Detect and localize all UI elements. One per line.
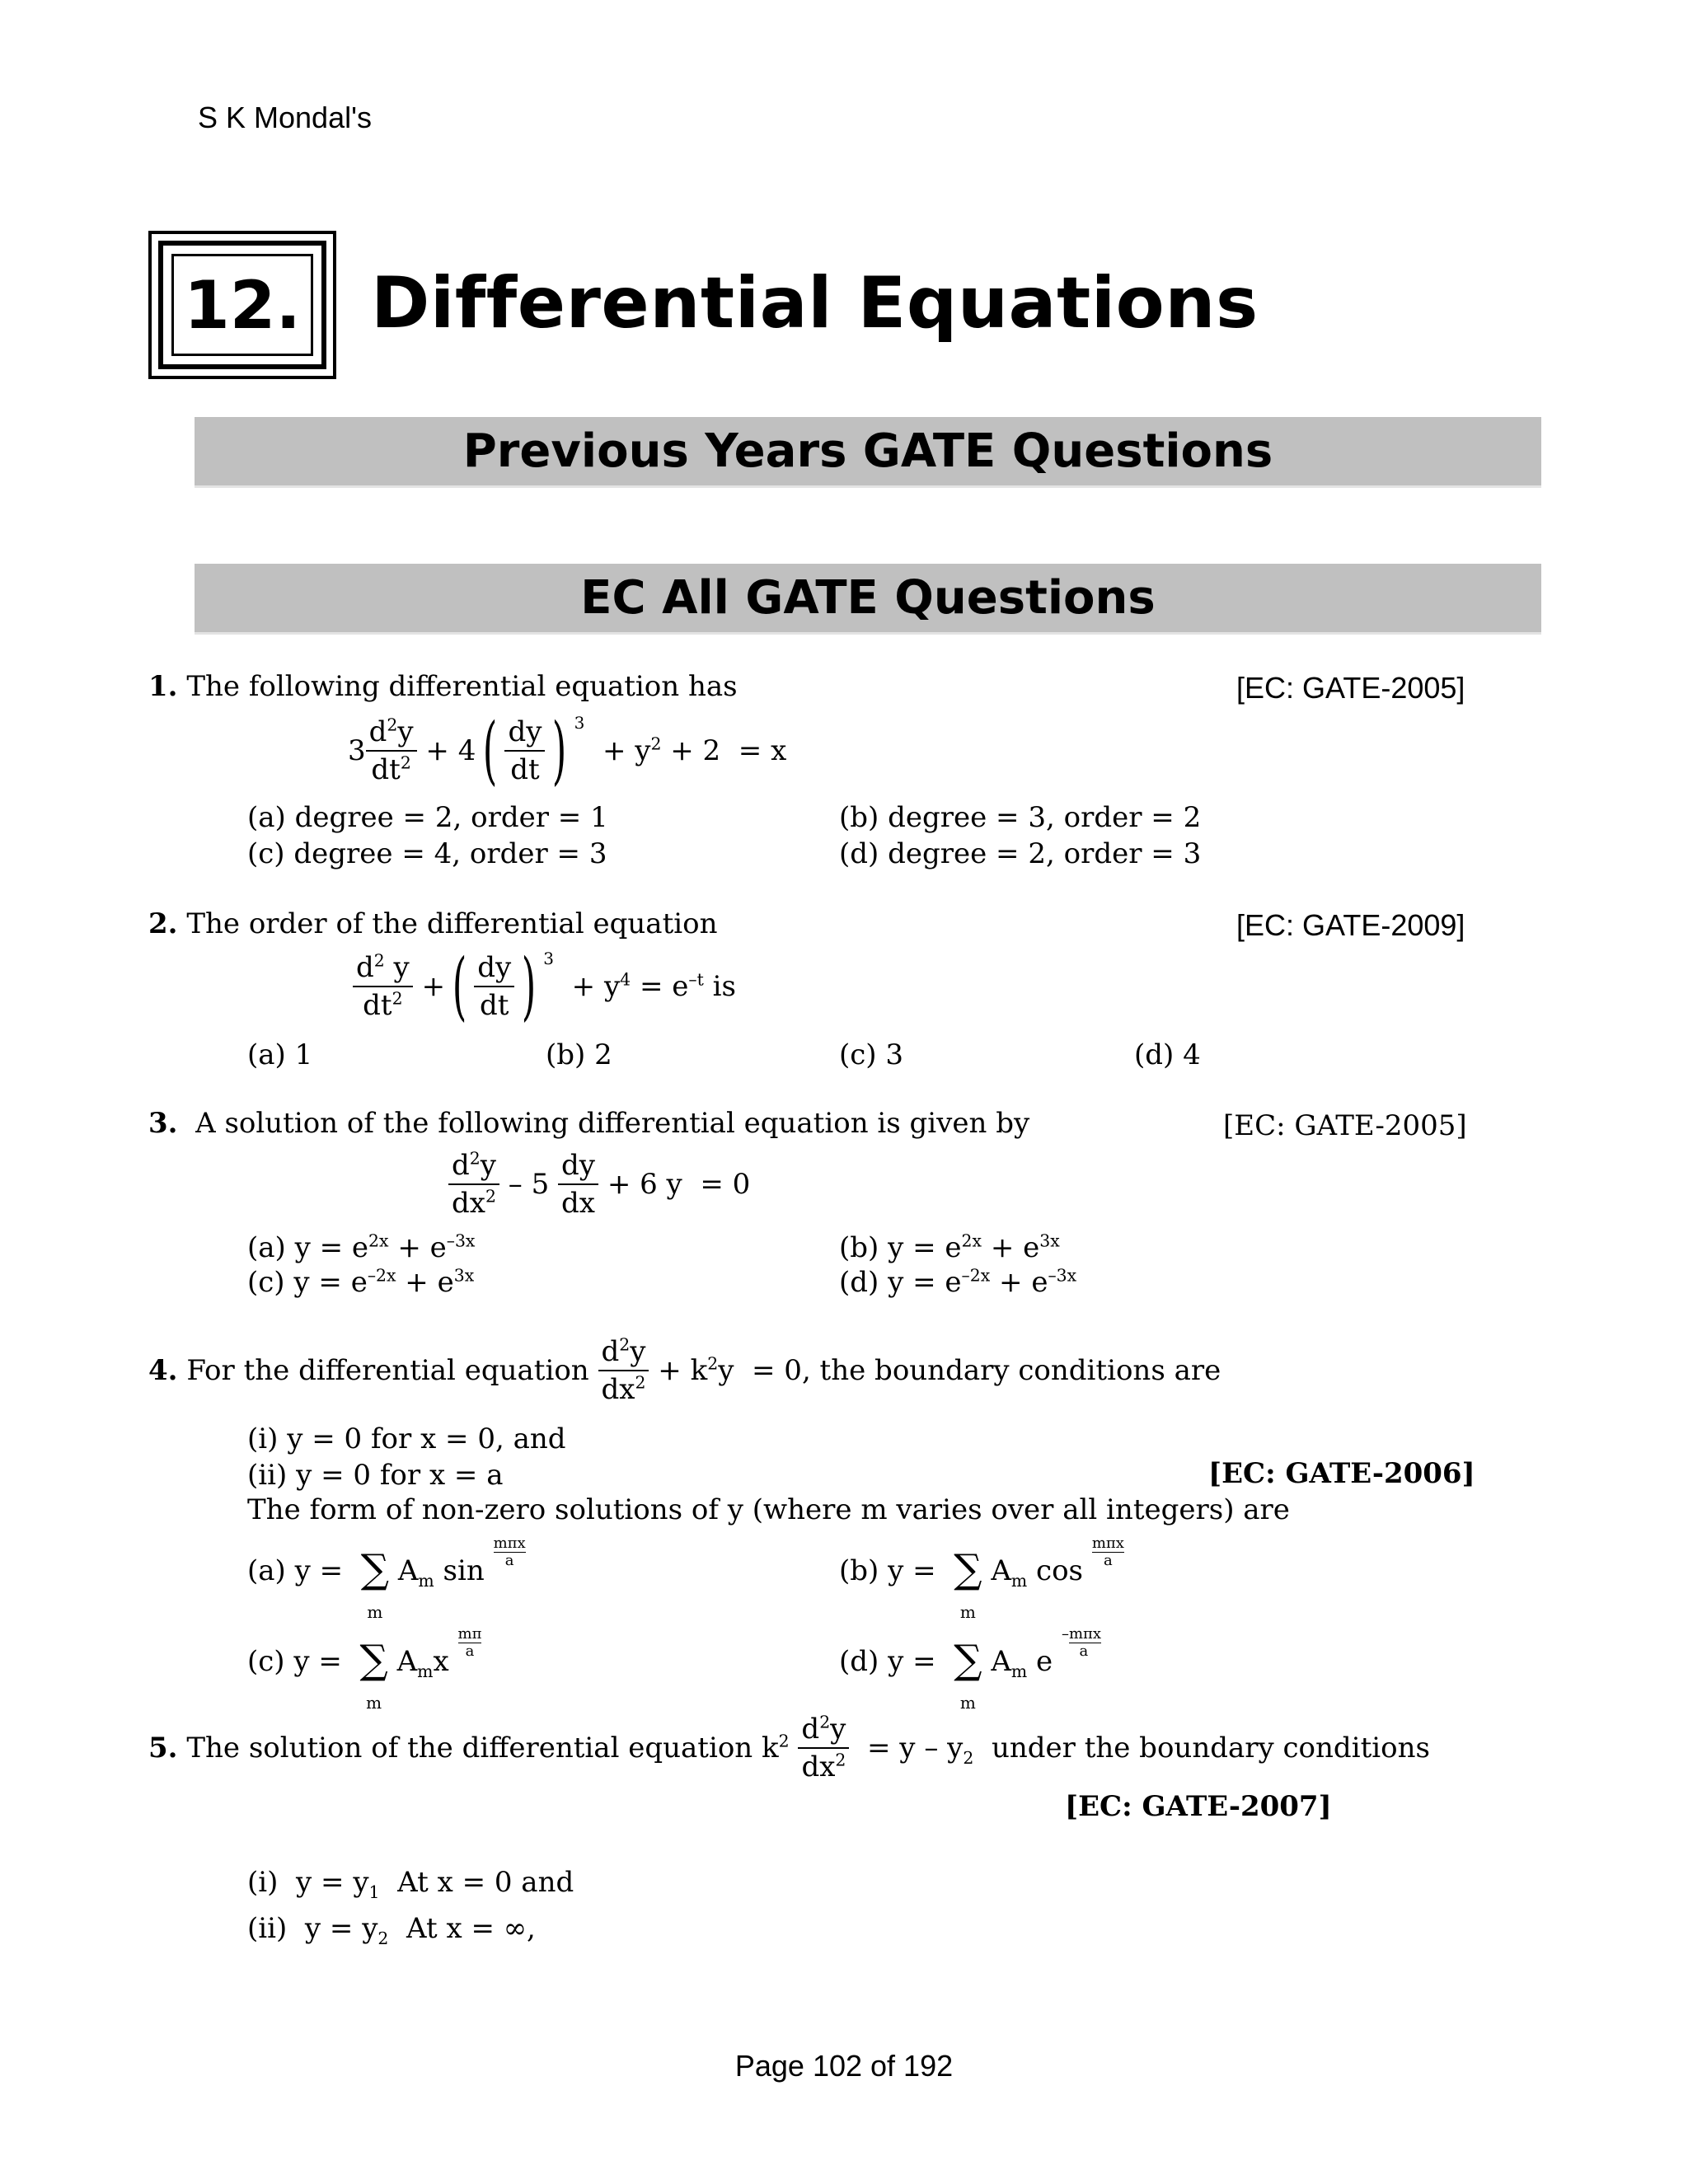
chapter-number-box bbox=[148, 231, 336, 379]
question-4-option-a: (a) y = ∑ m $A_m$ sin mπx a bbox=[247, 1535, 526, 1622]
question-5-condition-1: (i) $y = y_1$ At x = 0 and bbox=[247, 1866, 574, 1902]
question-2-option-a: (a) 1 bbox=[247, 1038, 313, 1071]
question-2-option-c: (c) 3 bbox=[839, 1038, 904, 1071]
question-1-option-d: (d) degree = 2, order = 3 bbox=[839, 837, 1202, 870]
question-4-condition-1: (i) y = 0 for x = 0, and bbox=[247, 1422, 566, 1455]
question-number: 4. bbox=[148, 1354, 178, 1387]
question-4-form-text: The form of non-zero solutions of y (where m varies over all integers) are bbox=[247, 1493, 1290, 1526]
question-3-option-c: (c) $y = e^{-2x} + e^{3x}$ bbox=[247, 1265, 475, 1299]
question-3-option-d: (d) $y = e^{-2x} + e^{-3x}$ bbox=[839, 1265, 1077, 1299]
question-4-option-d: (d) y = ∑ m $A_m$ e –mπx a bbox=[839, 1625, 1102, 1713]
question-2-option-b: (b) 2 bbox=[546, 1038, 612, 1071]
question-3 bbox=[148, 1107, 1030, 1140]
question-4-option-b: (b) y = ∑ m $A_m$ cos mπx a bbox=[839, 1535, 1124, 1622]
question-3-option-b: (b) $y = e^{2x} + e^{3x}$ bbox=[839, 1230, 1060, 1264]
question-2-equation: $\frac{d^2 y}{dt^2}$ + ( $\frac{dy}{dt}$ ) 3 + $y^4 = e^{-t}$ is bbox=[353, 949, 736, 1024]
question-5-condition-2: (ii) $y = y_2$ At x = ∞, bbox=[247, 1912, 536, 1948]
question-5-tag: [EC: GATE-2007] bbox=[1065, 1790, 1332, 1823]
question-1-option-a: (a) degree = 2, order = 1 bbox=[247, 801, 608, 834]
header-author: S K Mondal's bbox=[198, 101, 372, 134]
question-4-condition-2: (ii) y = 0 for x = a bbox=[247, 1459, 504, 1492]
question-4: 4. For the differential equation $\frac{d^2y}{dx^2}$ + $k^2y$ = 0, the boundary conditions are bbox=[148, 1334, 1221, 1406]
question-1 bbox=[148, 670, 738, 703]
question-text: A solution of the following differential equation is given by bbox=[195, 1107, 1030, 1140]
question-text: The following differential equation has bbox=[186, 670, 738, 703]
question-4-option-c: (c) y = ∑ m $A_mx$ mπ a bbox=[247, 1625, 482, 1713]
question-3-equation: $\frac{d^2y}{dx^2}$ – 5 $\frac{dy}{dx}$ + 6 y = 0 bbox=[448, 1149, 750, 1220]
banner-previous-years: Previous Years GATE Questions bbox=[195, 417, 1541, 488]
question-number: 3. bbox=[148, 1107, 178, 1140]
question-text: The order of the differential equation bbox=[186, 907, 718, 940]
question-2-option-d: (d) 4 bbox=[1134, 1038, 1201, 1071]
question-1-tag: [EC: GATE-2005] bbox=[1236, 671, 1465, 705]
question-3-option-a: (a) $y = e^{2x} + e^{-3x}$ bbox=[247, 1230, 476, 1264]
question-number: 1. bbox=[148, 670, 178, 703]
question-1-option-c: (c) degree = 4, order = 3 bbox=[247, 837, 607, 870]
banner-ec-questions: EC All GATE Questions bbox=[195, 564, 1541, 635]
question-2 bbox=[148, 907, 718, 940]
page-number: Page 102 of 192 bbox=[734, 2049, 954, 2083]
question-number: 2. bbox=[148, 907, 178, 940]
question-1-equation: 3 $\frac{d^2y}{dt^2}$ + 4 ( $\frac{dy}{dt}$ ) 3 + $y^2 + 2 = x$ bbox=[348, 707, 787, 794]
question-1-option-b: (b) degree = 3, order = 2 bbox=[839, 801, 1202, 834]
question-number: 5. bbox=[148, 1732, 178, 1765]
question-2-tag: [EC: GATE-2009] bbox=[1236, 908, 1465, 942]
question-5: 5. The solution of the differential equation $k^2$ $\frac{d^2y}{dx^2}$ = y – $y_2$ under the boundary conditions bbox=[148, 1712, 1430, 1783]
chapter-number: 12. bbox=[171, 254, 313, 356]
question-4-tag: [EC: GATE-2006] bbox=[1208, 1457, 1475, 1490]
question-3-tag: [EC: GATE-2005] bbox=[1223, 1109, 1467, 1142]
chapter-title: Differential Equations bbox=[371, 262, 1259, 344]
